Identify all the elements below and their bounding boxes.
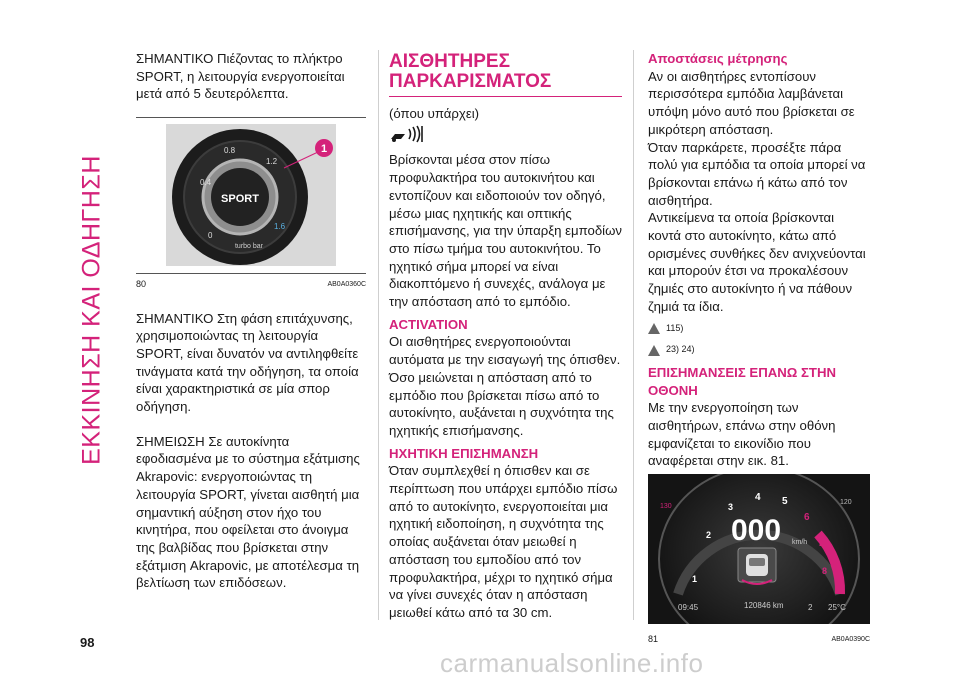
figure-81-caption	[648, 631, 870, 649]
cluster-left-scale: 130	[660, 503, 672, 511]
figure-80-code: AB0A0360C	[327, 280, 366, 288]
warning-triangle-icon	[648, 323, 660, 334]
column-divider-2	[633, 50, 634, 620]
warning-note-1	[648, 320, 870, 338]
figure-81-number: 81	[648, 633, 659, 644]
column-3	[648, 50, 870, 649]
cluster-tick-4: 4	[755, 492, 761, 504]
chapter-side-title	[78, 50, 106, 570]
page-number: 98	[80, 635, 95, 650]
col3-paragraph-3: Αντικείμενα τα οποία βρίσκονται κοντά στο αυτοκίνητο, κάτω από ορισμένες συνθήκες δεν ανιχνεύονται και μπορούν έτσι να προκαλέσουν ζημιές στο αυτοκίνητο ή να πάθουν ζημιά τα ίδια.	[648, 210, 866, 314]
section-heading-parking-sensors: ΑΙΣΘΗΤΗΡΕΣ ΠΑΡΚΑΡΙΣΜΑΤΟΣ	[389, 51, 552, 92]
figure-81	[648, 474, 870, 648]
col2-paragraph-2: Οι αισθητήρες ενεργοποιούνται αυτόματα με την εισαγωγή της όπισθεν. Όσο μειώνεται η απόσταση από το εμπόδιο που βρίσκεται πίσω από το αυτοκίνητο, αυξάνεται η συχνότητα της ηχητικής επισήμανσης.	[389, 334, 621, 438]
subheading-measuring-distances: Αποστάσεις μέτρησης	[648, 51, 788, 66]
instrument-cluster-illustration	[648, 474, 870, 624]
subheading-activation: ACTIVATION	[389, 316, 468, 332]
odometer-readout: 120846 km	[744, 601, 784, 611]
temperature-readout: 25°C	[828, 603, 846, 613]
column-1	[136, 50, 366, 592]
sport-button-illustration	[136, 122, 366, 268]
heading-rule	[389, 96, 622, 97]
parking-sensor-icon	[389, 125, 427, 143]
figure-80-number: 80	[136, 278, 147, 289]
availability-note: (όπου υπάρχει)	[389, 106, 480, 121]
dial-tick-5: 0	[208, 231, 213, 241]
figure-81-code: AB0A0390C	[831, 635, 870, 643]
chapter-title: ΕΚΚΙΝΗΣΗ ΚΑΙ ΟΔΗΓΗΣΗ	[77, 155, 106, 465]
col2-paragraph-3: Όταν συμπλεχθεί η όπισθεν και σε περίπτωση που υπάρχει εμπόδιο πίσω από το αυτοκίνητο, ενεργοποιείται μια ηχητική ειδοποίηση, η συχνότητα της οποίας αυξάνεται όταν μειωθεί η απόσταση του εμποδίου από τον προφυλακτήρα, μέχρι το ηχητικό σήμα να γίνει συνεχές όταν η απόσταση μειωθεί κάτω από τα 30 cm.	[389, 463, 618, 620]
cluster-tick-7: 7	[818, 538, 824, 550]
figure-80	[136, 117, 366, 293]
cluster-tick-6: 6	[804, 512, 810, 524]
warning-note-2-ref: 23) 24)	[666, 344, 695, 355]
speed-unit: km/h	[792, 539, 808, 547]
dial-tick-2: 0.8	[224, 146, 236, 156]
callout-number: 1	[320, 143, 328, 156]
col3-paragraph-1: Αν οι αισθητήρες εντοπίσουν περισσότερα εμπόδια λαμβάνεται υπόψη μόνο αυτό που βρίσκεται σε μικρότερη απόσταση.	[648, 68, 855, 137]
cluster-right-label: 120	[840, 499, 852, 507]
column-2	[389, 50, 622, 622]
sport-button-text: SPORT	[221, 193, 259, 206]
watermark: carmanualsonline.info	[440, 648, 704, 678]
subheading-display-indications: ΕΠΙΣΗΜΑΝΣΕΙΣ ΕΠΑΝΩ ΣΤΗΝ ΟΘΟΝΗ	[648, 364, 837, 398]
col1-paragraph-3: ΣΗΜΕΙΩΣΗ Σε αυτοκίνητα εφοδιασμένα με το σύστημα εξάτμισης Akrapovic: ενεργοποιώντας τη λειτουργία SPORT, γίνεται αισθητή μια σημαντική αύξηση στον ήχο του κινητήρα, που οφείλεται στο άνοιγμα της βαλβίδας που βρίσκεται στην εξάτμιση Akrapovic, με αποτέλεσμα τη βελτίωση των επιδόσεων.	[136, 433, 360, 591]
cluster-tick-3: 3	[728, 502, 734, 513]
caution-triangle-icon	[648, 345, 660, 356]
dial-tick-4: 1.6	[274, 222, 286, 232]
cluster-tick-8: 8	[822, 566, 828, 577]
cluster-tick-5: 5	[782, 496, 788, 508]
dial-tick-1: 0.4	[200, 178, 212, 188]
dial-turbo-text: turbo bar	[234, 243, 264, 251]
warning-note-1-ref: 115)	[666, 322, 684, 333]
subheading-audible-signal: ΗΧΗΤΙΚΗ ΕΠΙΣΗΜΑΝΣΗ	[389, 445, 539, 461]
warning-note-2	[648, 341, 870, 359]
cluster-tick-2: 2	[706, 530, 712, 541]
clock-readout: 09:45	[678, 603, 699, 613]
col1-paragraph-1: ΣΗΜΑΝΤΙΚΟ Πιέζοντας το πλήκτρο SPORT, η λειτουργία ενεργοποιείται μετά από 5 δευτερόλεπτα.	[136, 51, 345, 102]
column-divider-1	[378, 50, 379, 620]
cluster-tick-1: 1	[692, 574, 698, 585]
col3-paragraph-4: Με την ενεργοποίηση των αισθητήρων, επάνω στην οθόνη εμφανίζεται το εικονίδιο που αναφέρεται στην εικ. 81.	[648, 400, 836, 469]
col1-paragraph-2: ΣΗΜΑΝΤΙΚΟ Στη φάση επιτάχυνσης, χρησιμοποιώντας τη λειτουργία SPORT, είναι δυνατόν να αντιληφθείτε τινάγματα κατά την οδήγηση, τα οποία είναι χαρακτηριστικά σε μία σπορ οδήγηση.	[136, 310, 359, 415]
speed-readout: 000	[730, 514, 782, 548]
col3-paragraph-2: Όταν παρκάρετε, προσέξτε πάρα πολύ για εμπόδια τα οποία μπορεί να βρίσκονται επάνω ή κάτω από τον αισθητήρα.	[648, 139, 866, 208]
col2-paragraph-1: Βρίσκονται μέσα στον πίσω προφυλακτήρα του αυτοκινήτου και εντοπίζουν και ειδοποιούν τον οδηγό, μέσω μιας ηχητικής και οπτικής επισήμανσης, για την ύπαρξη εμποδίων στο πίσω τμήμα του αυτοκινήτου. Το ηχητικό σήμα μπορεί να είναι διακοπτόμενο ή συνεχές, ανάλογα με την απόσταση από το εμπόδιο.	[389, 152, 623, 310]
gear-readout: 2	[808, 603, 813, 613]
figure-80-caption	[136, 276, 366, 294]
dial-tick-3: 1.2	[266, 157, 278, 167]
